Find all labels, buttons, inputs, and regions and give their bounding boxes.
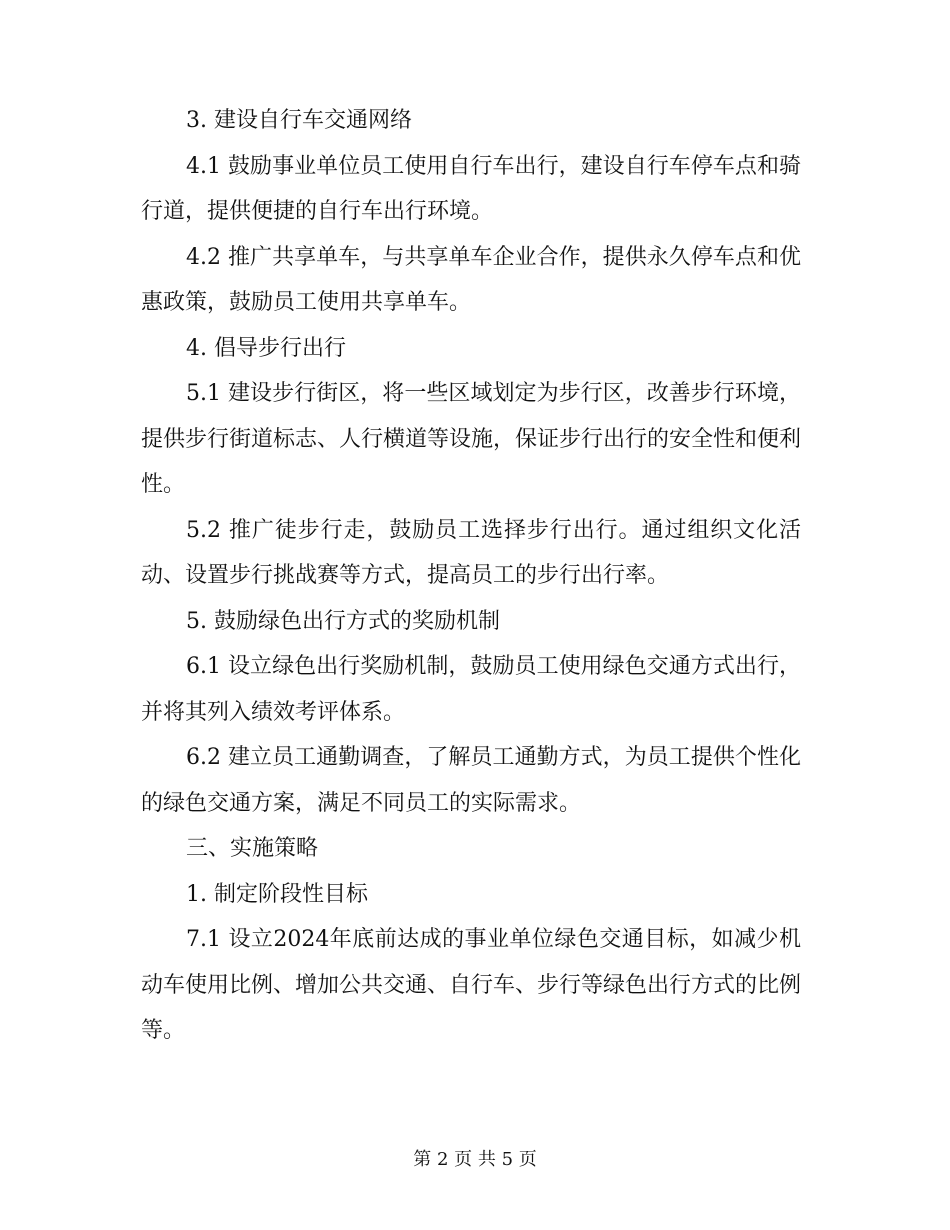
paragraph-6-1: 6.1 设立绿色出行奖励机制，鼓励员工使用绿色交通方式出行，并将其列入绩效考评体系。 xyxy=(141,654,801,725)
paragraph-6-2: 6.2 建立员工通勤调查，了解员工通勤方式，为员工提供个性化的绿色交通方案，满足不同员工的实际需求。 xyxy=(141,745,801,816)
paragraph-4-2: 4.2 推广共享单车，与共享单车企业合作，提供永久停车点和优惠政策，鼓励员工使用共享单车。 xyxy=(141,244,801,315)
section-heading-phase-goals: 1. 制定阶段性目标 xyxy=(186,881,368,907)
paragraph-5-2: 5.2 推广徒步行走，鼓励员工选择步行出行。通过组织文化活动、设置步行挑战赛等方式，提高员工的步行出行率。 xyxy=(141,517,801,588)
paragraph-7-1: 7.1 设立2024年底前达成的事业单位绿色交通目标，如减少机动车使用比例、增加公共交通、自行车、步行等绿色出行方式的比例等。 xyxy=(141,927,802,1043)
paragraph-5-1: 5.1 建设步行街区，将一些区域划定为步行区，改善步行环境，提供步行街道标志、人行横道等设施，保证步行出行的安全性和便利性。 xyxy=(141,381,802,497)
paragraph-4-1: 4.1 鼓励事业单位员工使用自行车出行，建设自行车停车点和骑行道，提供便捷的自行车出行环境。 xyxy=(141,153,801,224)
section-heading-walking: 4. 倡导步行出行 xyxy=(186,335,346,361)
document-body xyxy=(141,98,801,1054)
page-number-footer: 第 2 页 共 5 页 xyxy=(413,1149,537,1170)
section-heading-reward-mechanism: 5. 鼓励绿色出行方式的奖励机制 xyxy=(186,608,500,634)
chapter-heading-implementation-strategy: 三、实施策略 xyxy=(186,836,319,861)
section-heading-bicycle-network: 3. 建设自行车交通网络 xyxy=(186,108,412,133)
